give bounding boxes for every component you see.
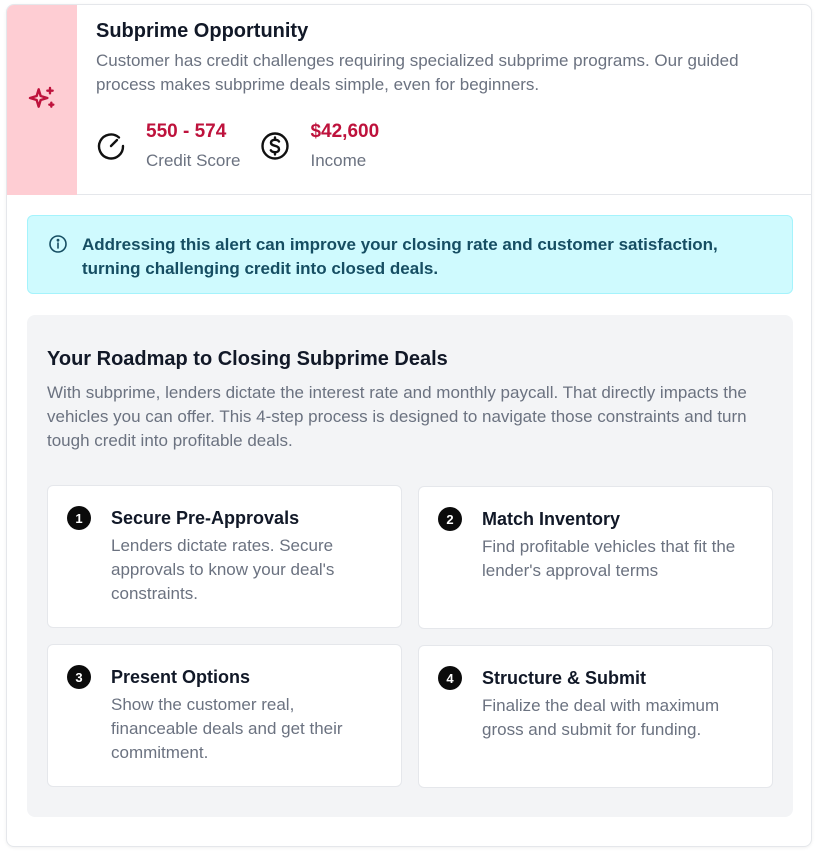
step-card-2[interactable] [418, 486, 773, 629]
subprime-opportunity-card [6, 4, 812, 847]
credit-score-label: Credit Score [146, 151, 241, 170]
roadmap-title: Your Roadmap to Closing Subprime Deals [47, 348, 448, 370]
accent-panel [7, 5, 77, 195]
step-number-badge: 2 [438, 507, 462, 531]
opportunity-header [7, 5, 811, 195]
step-title: Match Inventory [482, 509, 621, 529]
step-number-badge: 3 [67, 665, 91, 689]
page-title: Subprime Opportunity [96, 20, 309, 42]
step-number-badge: 4 [438, 666, 462, 690]
step-title: Secure Pre-Approvals [111, 508, 300, 528]
step-description: Find profitable vehicles that fit the lender's approval terms [482, 537, 736, 580]
steps-grid [47, 485, 773, 787]
roadmap-section [27, 315, 793, 817]
info-alert [27, 215, 793, 294]
step-card-4[interactable] [418, 645, 773, 788]
credit-score-value: 550 - 574 [146, 121, 227, 142]
dollar-circle-icon [260, 131, 290, 161]
step-title: Structure & Submit [482, 668, 647, 688]
income-value: $42,600 [310, 121, 380, 142]
step-description: Show the customer real, financeable deals and get their commitment. [111, 695, 343, 762]
income-stat [260, 119, 379, 171]
step-description: Finalize the deal with maximum gross and submit for funding. [482, 696, 720, 739]
alert-text: Addressing this alert can improve your closing rate and customer satisfaction, turning challenging credit into closed deals. [82, 235, 718, 278]
step-title: Present Options [111, 667, 251, 687]
income-label: Income [310, 151, 367, 170]
gauge-icon [96, 131, 126, 161]
credit-score-stat [96, 119, 240, 171]
stats-row [96, 119, 379, 171]
page-subtitle: Customer has credit challenges requiring specialized subprime programs. Our guided process makes subprime deals simple, even for beginners. [96, 51, 739, 94]
sparkles-icon [26, 84, 58, 116]
step-description: Lenders dictate rates. Secure approvals to know your deal's constraints. [111, 536, 335, 603]
step-card-1[interactable] [47, 485, 402, 628]
step-number-badge: 1 [67, 506, 91, 530]
roadmap-description: With subprime, lenders dictate the interest rate and monthly paycall. That directly impacts the vehicles you can offer. This 4-step process is designed to navigate those constraints and turn tough credit into profitable deals. [47, 383, 747, 450]
step-card-3[interactable] [47, 644, 402, 787]
info-icon [48, 234, 68, 254]
